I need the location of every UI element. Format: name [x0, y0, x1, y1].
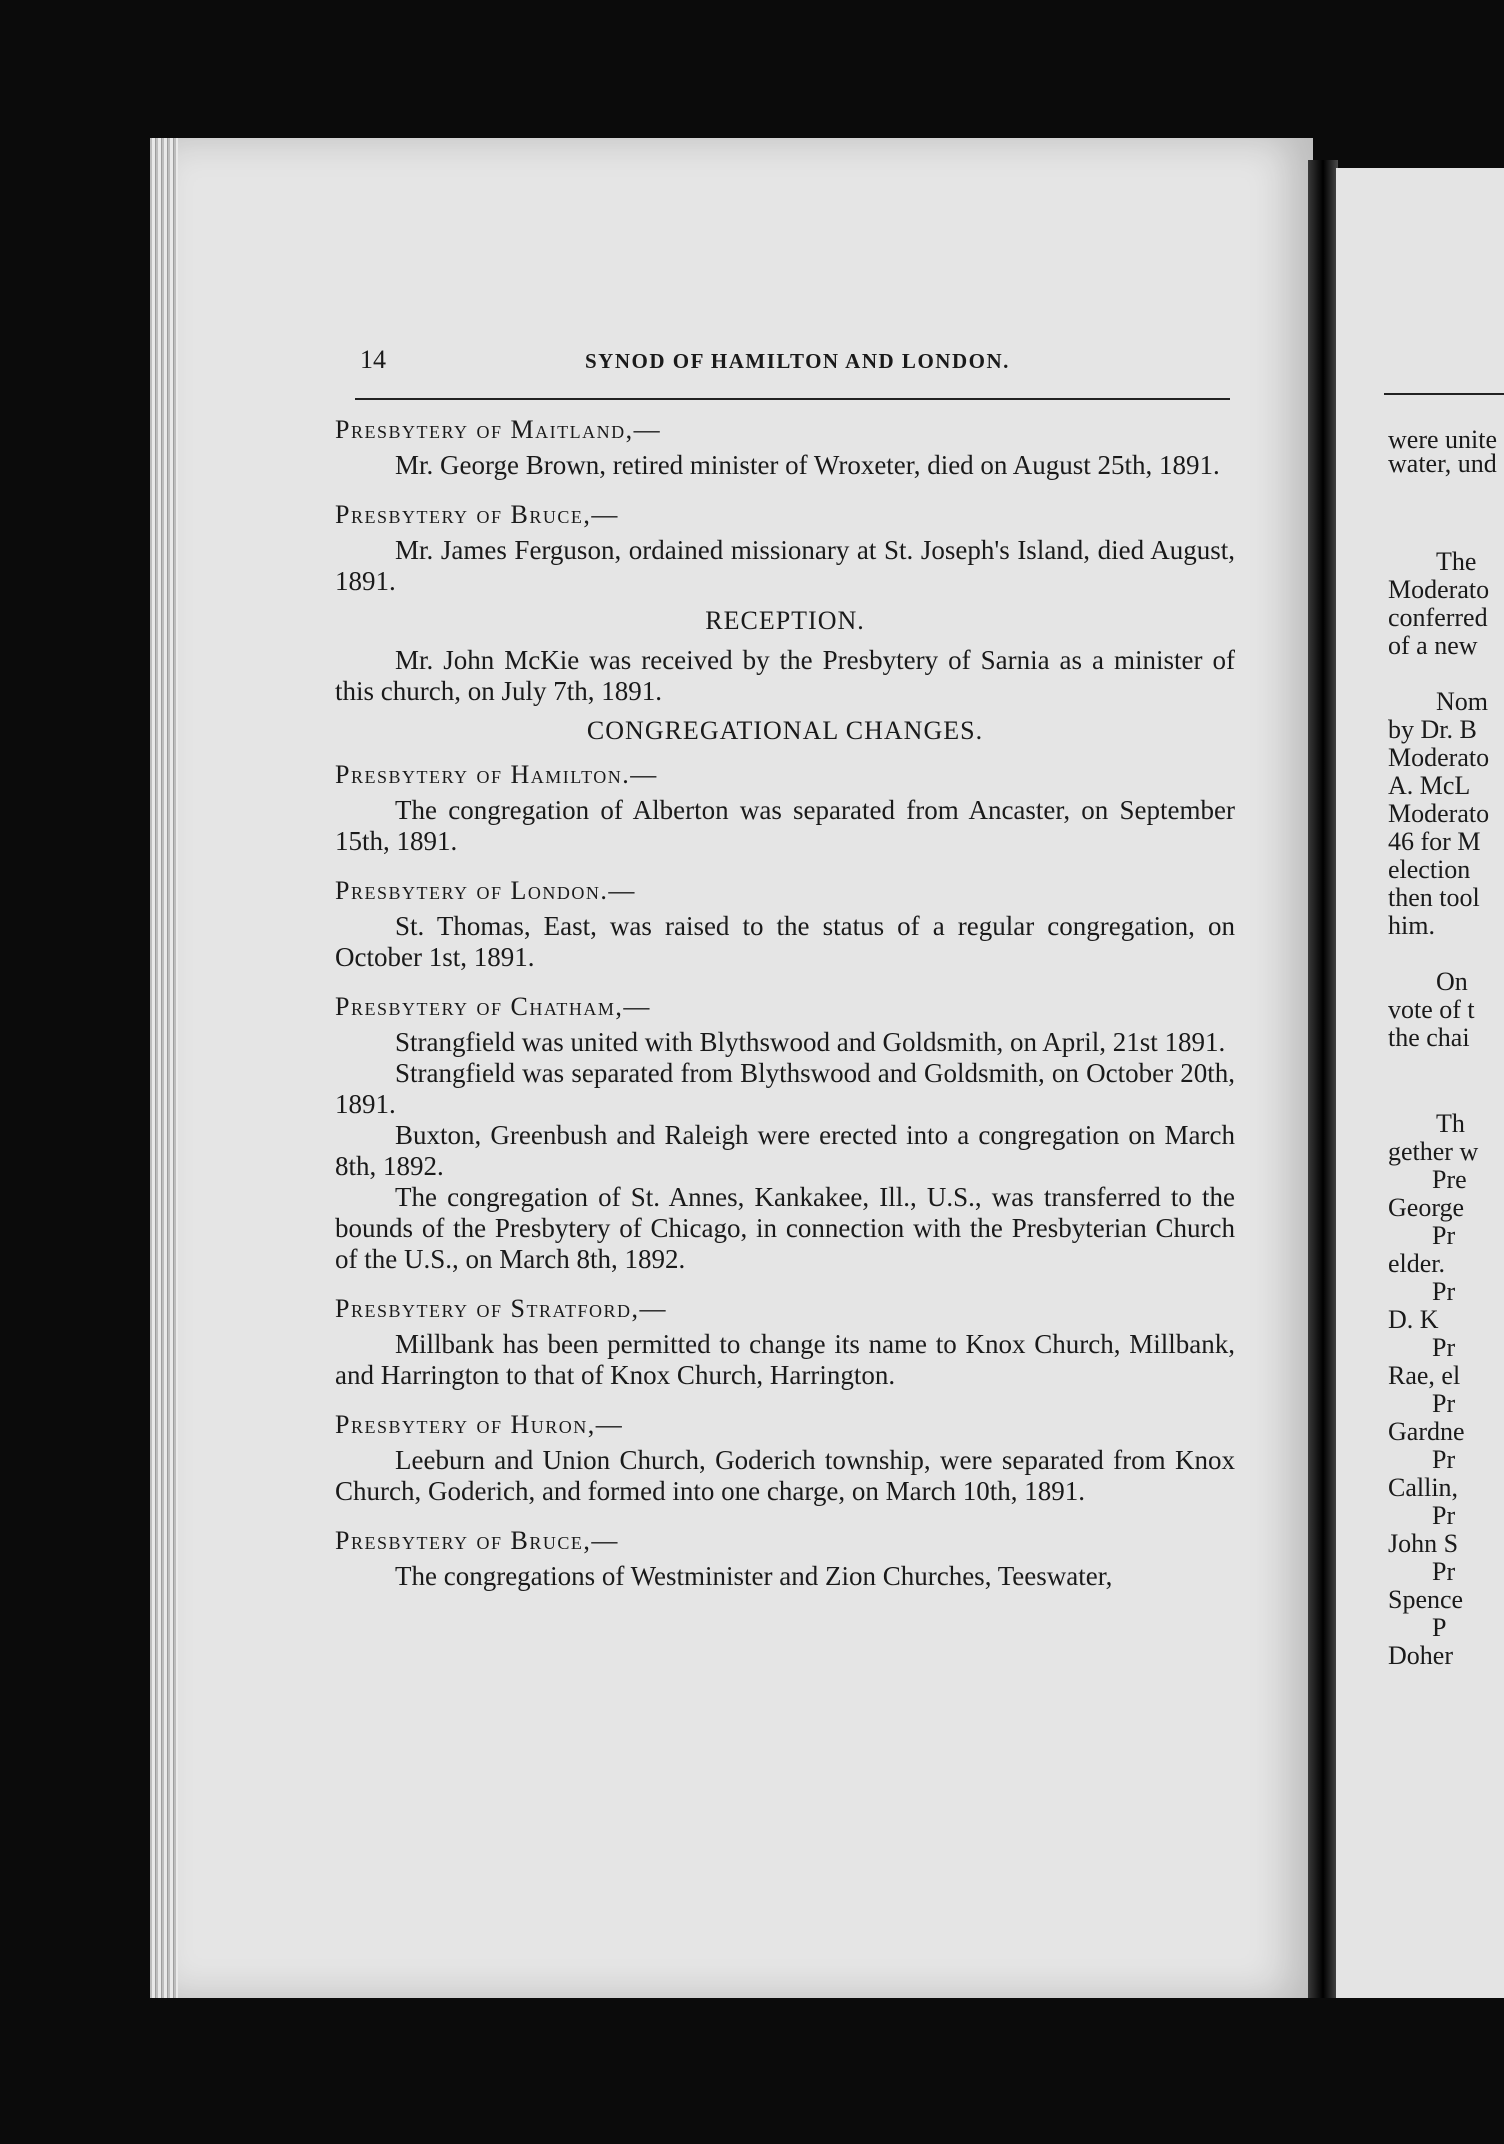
section-heading: Presbytery of Maitland,— — [335, 415, 662, 444]
right-page-fragment: Callin, — [1388, 1473, 1459, 1502]
right-page-fragment: Gardne — [1388, 1417, 1465, 1446]
right-page-fragment: Pr — [1432, 1389, 1456, 1418]
right-page-fragment: Moderato — [1388, 799, 1490, 828]
right-page-fragment: Moderato — [1388, 575, 1490, 604]
scan-background — [0, 1998, 1504, 2144]
paragraph: Millbank has been permitted to change its name to Knox Church, Millbank, and Harrington to that of Knox Church, Harrington. — [335, 1329, 1235, 1390]
reception-paragraph: Mr. John McKie was received by the Presbytery of Sarnia as a minister of this church, on July 7th, 1891. — [335, 645, 1235, 706]
right-page-fragment: conferred — [1388, 603, 1488, 632]
right-page-fragment: Pr — [1432, 1221, 1456, 1250]
running-head: SYNOD OF HAMILTON AND LONDON. — [585, 349, 1010, 373]
right-page-fragment: Pr — [1432, 1557, 1456, 1586]
paragraph: Strangfield was separated from Blythswood and Goldsmith, on October 20th, 1891. — [335, 1058, 1235, 1119]
right-page-fragment: Rae, el — [1388, 1361, 1461, 1390]
paragraph: Leeburn and Union Church, Goderich township, were separated from Knox Church, Goderich, and formed into one charge, on March 10th, 1891. — [335, 1445, 1235, 1506]
paragraph: Strangfield was united with Blythswood and Goldsmith, on April, 21st 1891. — [395, 1027, 1226, 1057]
right-page-fragment: gether w — [1388, 1137, 1479, 1166]
paragraph: The congregation of Alberton was separated from Ancaster, on September 15th, 1891. — [335, 795, 1235, 856]
right-page-fragment: George — [1388, 1193, 1465, 1222]
header-rule — [355, 398, 1230, 400]
paragraph: Buxton, Greenbush and Raleigh were erected into a congregation on March 8th, 1892. — [335, 1120, 1235, 1181]
page-header — [360, 345, 1230, 381]
paragraph: St. Thomas, East, was raised to the status of a regular congregation, on October 1st, 1891. — [335, 911, 1235, 972]
right-page-header-rule — [1384, 393, 1504, 395]
section-heading: Presbytery of Hamilton.— — [335, 760, 658, 789]
book-gutter — [1308, 160, 1338, 2000]
paragraph: Mr. George Brown, retired minister of Wroxeter, died on August 25th, 1891. — [395, 450, 1220, 480]
page-number: 14 — [360, 345, 386, 374]
right-page-fragment: Pr — [1432, 1445, 1456, 1474]
right-page-fragment: vote of t — [1388, 995, 1475, 1024]
right-page-fragment: were unite — [1388, 425, 1498, 454]
right-page-fragment: elder. — [1388, 1249, 1446, 1278]
right-page-fragment: Pr — [1432, 1277, 1456, 1306]
paragraph: The congregation of St. Annes, Kankakee, Ill., U.S., was transferred to the bounds of the Presbytery of Chicago, in connection with the Presbyterian Church of the U.S., on March 8th, 1892. — [335, 1182, 1235, 1274]
right-page-fragment: him. — [1388, 911, 1435, 940]
right-page-fragment: Th — [1436, 1109, 1465, 1138]
right-page-fragment: A. McL — [1388, 771, 1471, 800]
right-page-fragment: On — [1436, 967, 1468, 996]
section-heading: Presbytery of Chatham,— — [335, 992, 651, 1021]
right-page-fragment: Doher — [1388, 1641, 1453, 1670]
right-page-fragment: John S — [1388, 1529, 1459, 1558]
right-page-fragment: Moderato — [1388, 743, 1490, 772]
right-page-fragment: Pr — [1432, 1501, 1456, 1530]
paragraph: Mr. James Ferguson, ordained missionary at St. Joseph's Island, died August, 1891. — [335, 535, 1235, 596]
right-page-fragment: D. K — [1388, 1305, 1439, 1334]
right-page-fragment: the chai — [1388, 1023, 1470, 1052]
reception-title: RECEPTION. — [705, 606, 865, 635]
right-page-fragment: Pr — [1432, 1333, 1456, 1362]
page-content — [335, 410, 1235, 1592]
section-heading: Presbytery of Bruce,— — [335, 500, 619, 529]
right-page — [1336, 168, 1504, 1998]
right-page-fragment: P — [1432, 1613, 1447, 1642]
right-page-fragment: 46 for M — [1388, 827, 1481, 856]
right-page-fragment: by Dr. B — [1388, 715, 1477, 744]
changes-title: CONGREGATIONAL CHANGES. — [586, 716, 984, 745]
right-page-fragment: water, und — [1388, 449, 1497, 478]
section-heading: Presbytery of Stratford,— — [335, 1294, 667, 1323]
right-page-fragment: election — [1388, 855, 1471, 884]
section-heading: Presbytery of Huron,— — [335, 1410, 624, 1439]
right-page-fragment: Pre — [1432, 1165, 1467, 1194]
right-page-fragment: Spence — [1388, 1585, 1464, 1614]
right-page-fragment: then tool — [1388, 883, 1480, 912]
right-page-fragment: of a new — [1388, 631, 1478, 660]
right-page-fragment: Nom — [1436, 687, 1488, 716]
section-heading: Presbytery of Bruce,— — [335, 1526, 619, 1555]
paragraph: The congregations of Westminister and Zion Churches, Teeswater, — [395, 1561, 1113, 1591]
section-heading: Presbytery of London.— — [335, 876, 636, 905]
right-page-fragment: The — [1436, 547, 1477, 576]
